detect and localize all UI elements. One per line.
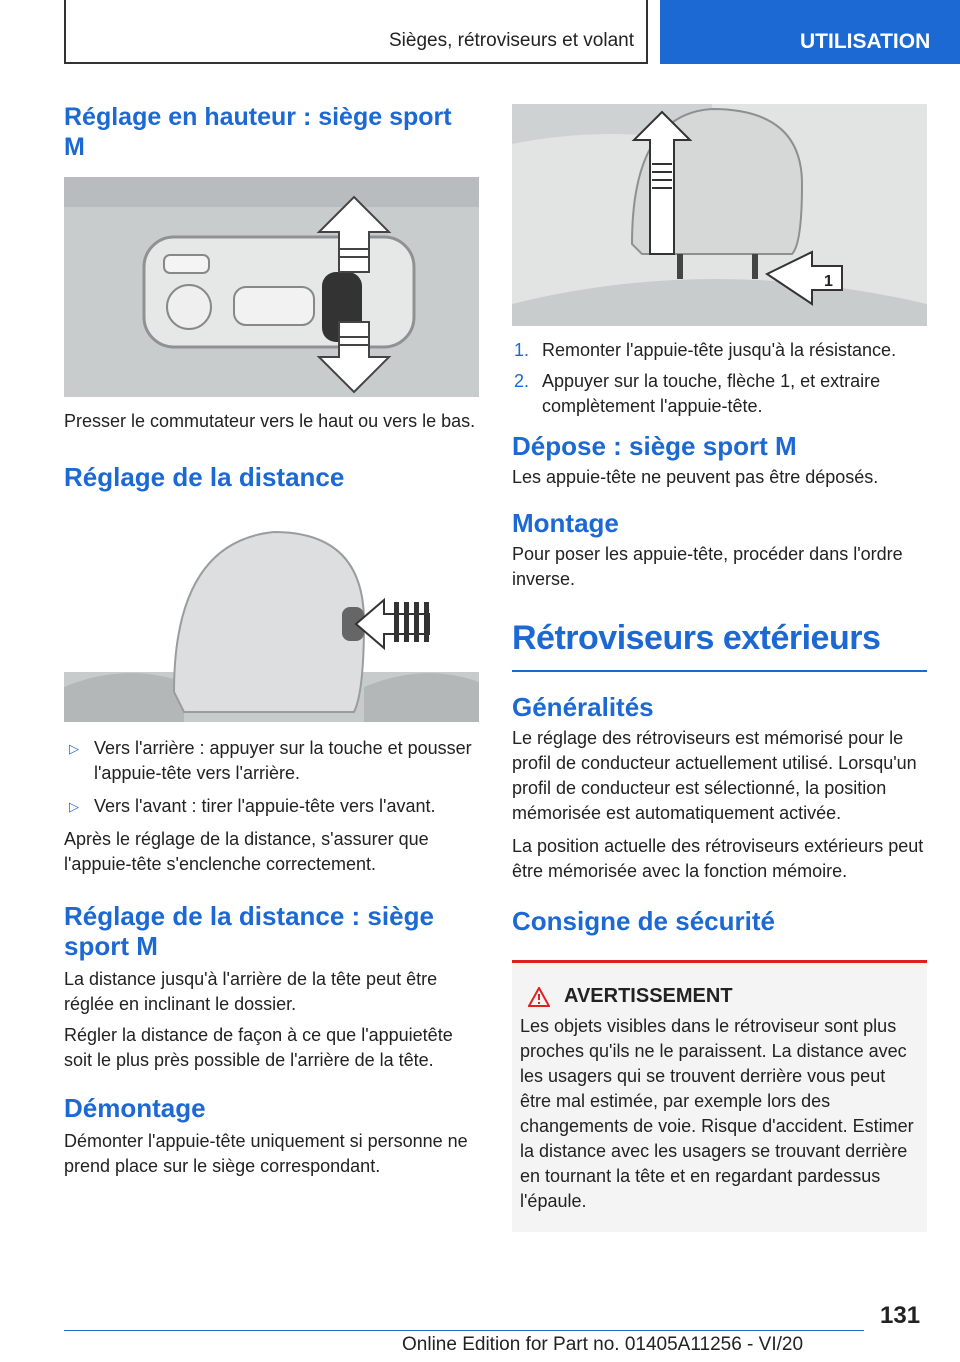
paragraph-height-adjust: Presser le commutateur vers le haut ou vers le bas.: [64, 411, 476, 431]
chapter-title: UTILISATION: [800, 30, 931, 53]
heading-distance: Réglage de la distance: [64, 462, 345, 492]
list-item-text: Vers l'avant : tirer l'appuie-tête vers l'avant.: [94, 796, 436, 816]
headrest-removal-image: [512, 104, 927, 326]
heading-montage: Montage: [512, 508, 619, 538]
seat-switch-image: [64, 177, 479, 397]
warning-box: [512, 960, 927, 1232]
distance-bullet-list: [64, 736, 479, 819]
footer-rule: [64, 1330, 864, 1331]
section-title: Sièges, rétroviseurs et volant: [388, 30, 634, 51]
paragraph-distance-sport-2: Régler la distance de façon à ce que l'appuietête soit le plus près possible de l'arrière de la tête.: [64, 1025, 453, 1070]
list-item: [512, 369, 927, 419]
list-item-text: Vers l'arrière : appuyer sur la touche et pousser l'appuie-tête vers l'arrière.: [94, 738, 472, 783]
headrest-distance-illustration: [64, 522, 479, 722]
paragraph-depose: Les appuie-tête ne peuvent pas être déposés.: [512, 467, 879, 487]
callout-number: 1: [824, 273, 833, 290]
seat-switch-illustration: [64, 177, 479, 397]
headrest-distance-image: [64, 522, 479, 722]
heading-retroviseurs: Rétroviseurs extérieurs: [512, 619, 881, 657]
warning-title: AVERTISSEMENT: [564, 985, 733, 1007]
paragraph-after-adjust: Après le réglage de la distance, s'assurer que l'appuie-tête s'enclenche correctement.: [64, 829, 429, 874]
paragraph-generalites-1: Le réglage des rétroviseurs est mémorisé pour le profil de conducteur actuellement utilisé. Lorsqu'un profil de conducteur est sélectionné, la position mémorisée est automatiquement activée.: [512, 728, 917, 823]
triangle-bullet-icon: ▷: [69, 799, 79, 814]
step-number: 2.: [514, 371, 530, 391]
section-divider: [512, 670, 927, 672]
header-chapter-tab[interactable]: [660, 0, 960, 64]
warning-text: Les objets visibles dans le rétroviseur sont plus proches qu'ils ne le paraissent. La distance avec les usagers qui se trouvent derrière vous peut être mal estimée, par exemple lors des changements de voie. Risque d'accident. Estimer la distance avec les usagers se trouvant derrière en tournant la tête et en regardant pardessus l'épaule.: [520, 1016, 914, 1211]
header-section-box: [64, 0, 648, 64]
heading-demontage: Démontage: [64, 1093, 206, 1123]
heading-generalites: Généralités: [512, 692, 654, 722]
warning-triangle-icon: [528, 987, 550, 1007]
triangle-bullet-icon: ▷: [69, 741, 79, 756]
heading-distance-sport: Réglage de la distance : siège sport M: [64, 901, 434, 961]
heading-height-adjust: Réglage en hauteur : siège sport M: [64, 103, 452, 161]
step-text: Remonter l'appuie-tête jusqu'à la résistance.: [542, 340, 897, 360]
list-item: [64, 736, 479, 786]
page-number: 131: [880, 1302, 921, 1329]
footer-edition: Online Edition for Part no. 01405A11256 - VI/20: [402, 1334, 804, 1355]
left-column: [64, 102, 479, 1179]
warning-header: [528, 985, 919, 1008]
list-item: [512, 338, 927, 363]
heading-consigne: Consigne de sécurité: [512, 906, 775, 936]
paragraph-demontage: Démonter l'appuie-tête uniquement si personne ne prend place sur le siège correspondant.: [64, 1131, 468, 1176]
headrest-removal-illustration: [512, 104, 927, 326]
right-column: [512, 104, 927, 1232]
removal-steps-list: [512, 338, 927, 419]
heading-depose: Dépose : siège sport M: [512, 431, 797, 461]
step-number: 1.: [514, 340, 530, 360]
paragraph-montage: Pour poser les appuie-tête, procéder dans l'ordre inverse.: [512, 544, 903, 589]
paragraph-generalites-2: La position actuelle des rétroviseurs extérieurs peut être mémorisée avec la fonction mémoire.: [512, 836, 924, 881]
paragraph-distance-sport-1: La distance jusqu'à l'arrière de la tête peut être réglée en inclinant le dossier.: [64, 969, 438, 1014]
list-item: [64, 794, 479, 819]
step-text: Appuyer sur la touche, flèche 1, et extraire complètement l'appuie-tête.: [542, 371, 881, 416]
